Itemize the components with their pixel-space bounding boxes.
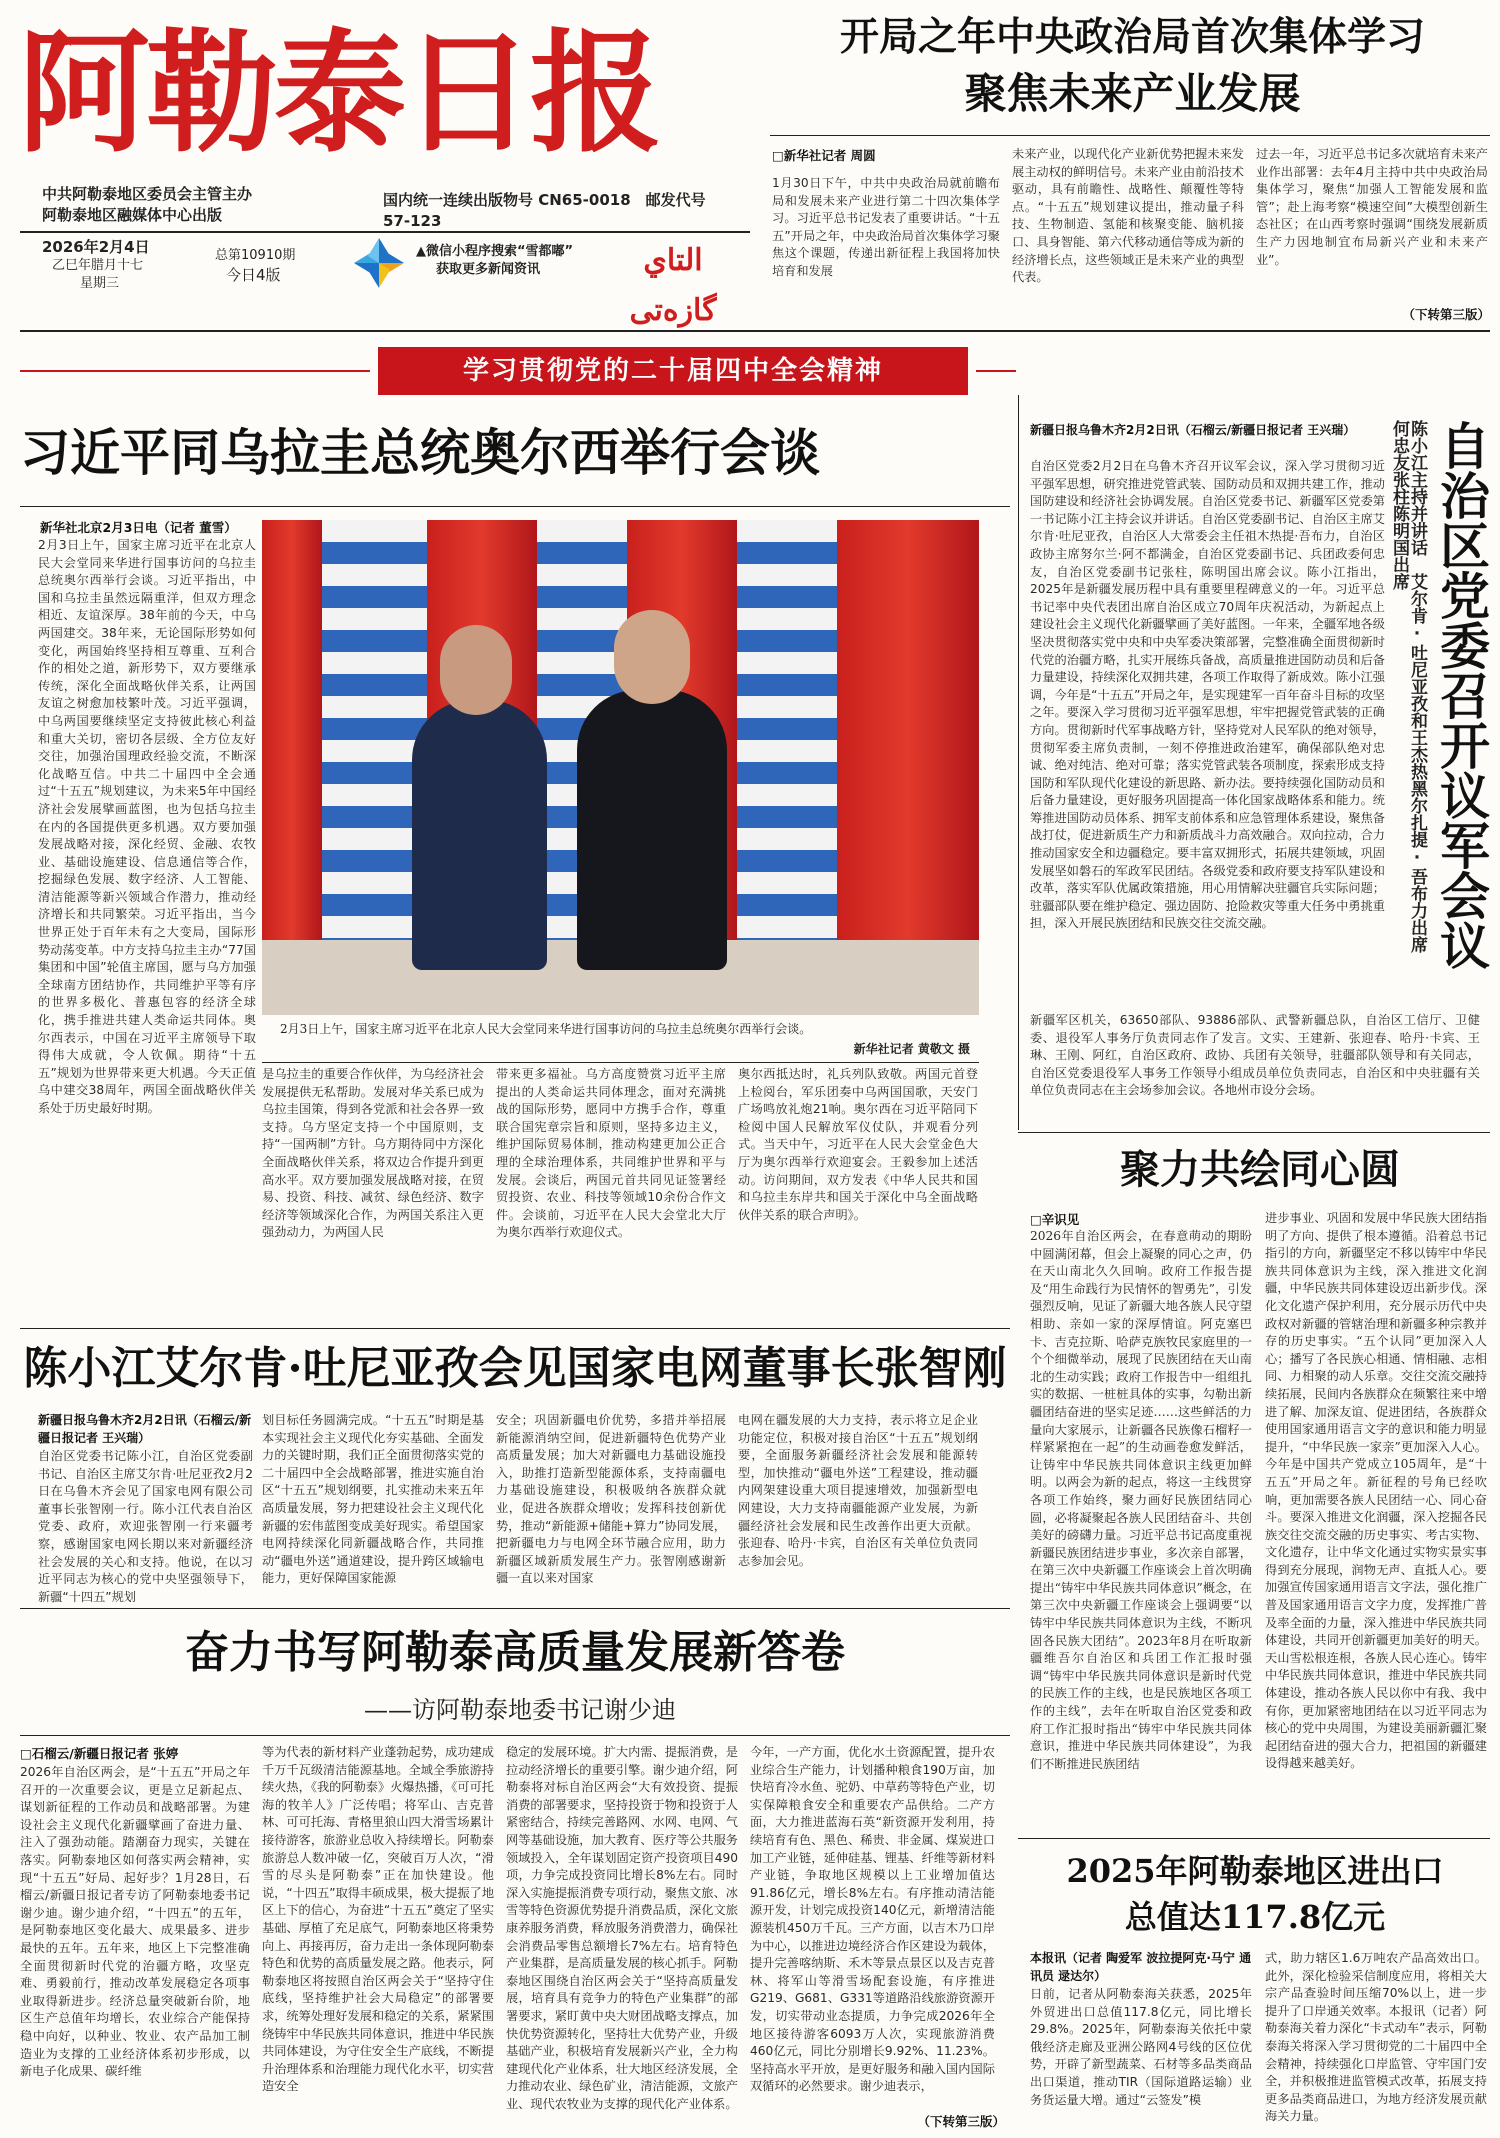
unity-headline: 聚力共绘同心圆: [1120, 1146, 1400, 1193]
xi-col-left: 2月3日上午，国家主席习近平在北京人民大会堂同来华进行国事访问的乌拉圭总统奥尔西举行会谈。习近平指出，中国和乌拉圭虽然远隔重洋，但双方理念相近、友谊深厚。38年前的今天，中乌两国建交。38年来，无论国际形势如何变化，两国始终坚持相互尊重、互利合作的相处之道，新形势下，双方要继承传统，深化全面战略伙伴关系，让两国友谊之树愈加枝繁叶茂。习近平强调，中乌两国要继续坚定支持彼此核心利益和重大关切，密切各层级、全方位友好交往，加强治国理政经验交流，不断深化战略互信。中共二十届四中全会通过“十五五”规划建议，为未来5年中国经济社会发展擘画蓝图，也为包括乌拉圭在内的各国提供更多机遇。双方要加强发展战略对接，深化经贸、金融、农牧业、基础设施建设、信息通信等合作，挖掘绿色发展、数字经济、人工智能、清洁能源等新兴领域合作潜力，推动经济增长和共同繁荣。习近平指出，当今世界正处于百年未有之大变局，国际形势动荡变革。中方支持乌拉圭主办“77国集团和中国”轮值主席国，愿与乌方加强全球南方团结协作，共同维护平等有序的世界多极化、普惠包容的经济全球化，携手推进共建人类命运共同体。奥尔西表示，中国在习近平主席领导下取得伟大成就，令人钦佩。期待“十五五”规划为世界带来更大机遇。今天正值乌中建交38周年，两国全面战略伙伴关系处于历史最好时期。: [38, 538, 256, 1115]
xi-divider: [20, 506, 1010, 507]
chen-col-4: 电网在疆发展的大力支持，表示将立足企业功能定位，积极对接自治区“十五五”规划纲要，全面服务新疆经济社会发展和能源转型，加快推动“疆电外送”工程建设，推动疆内网架建设重大项目提速增效，加强新型电网建设，大力支持南疆能源产业发展，为新疆经济社会发展和民生改善作出更大贡献。张迎春、哈丹·卡宾，自治区有关单位负责同志参加会见。: [738, 1413, 978, 1568]
party-dateline: 新疆日报乌鲁木齐2月2日讯（石榴云/新疆日报记者 王兴瑞）: [1030, 423, 1356, 437]
banner-rule-left: [20, 370, 370, 372]
chen-divider: [20, 1328, 1010, 1329]
xi-col-3: 带来更多福祉。乌方高度赞赏习近平主席提出的人类命运共同体理念，面对充满挑战的国际形势，愿同中方携手合作，尊重联合国宪章宗旨和原则，坚持多边主义，维护国际贸易体制，推动构建更加公正合理的全球治理体系，共同维护世界和平与发展。会谈后，两国元首共同见证签署经贸投资、农业、科技等领域10余份合作文件。会谈前，习近平在人民大会堂北大厅为奥尔西举行欢迎仪式。: [496, 1067, 726, 1240]
unity-divider: [1018, 1132, 1490, 1133]
lead-byline: □新华社记者 周圆: [772, 148, 876, 163]
struggle-col-3: 稳定的发展环境。扩大内需、提振消费，是拉动经济增长的重要引擎。谢少迪介绍，阿勒泰将对标自治区两会“大有效投资、提振消费的部署要求，坚持投资于物和投资于人紧密结合，持续完善路网、水网、电网、气网等基础设施，加大教育、医疗等公共服务领域投入，全年谋划固定资产投资项目490项，力争完成投资同比增长8%左右。同时深入实施提振消费专项行动，聚焦文旅、冰雪等特色资源优势提升消费品质，深化文旅康养服务消费，释放服务消费潜力，确保社会消费品零售总额增长7%左右。培育特色产业集群，是高质量发展的核心抓手。阿勒泰地区围绕自治区两会关于“坚持高质量发展，培育具有竞争力的特色产业集群”的部署要求，紧盯黄中央大财团战略支撑点，加快优势资源转化，坚持壮大优势产业，升级基础产业，积极培育发展新兴产业，全力构建现代化产业体系，壮大地区经济发展，全力推动农业、绿色矿业，清洁能源，文旅产业、现代农牧业为支撑的现代化产业体系。: [506, 1745, 738, 2111]
photo-caption: 2月3日上午，国家主席习近平在北京人民大会堂同来华进行国事访问的乌拉圭总统奥尔西举行会谈。: [280, 1022, 812, 1036]
lead-col-3: 过去一年，习近平总书记多次就培育未来产业作出部署：去年4月主持中共中央政治局集体学习，聚焦“加强人工智能发展和监管”；赴上海考察“模速空间”大模型创新生态社区；在山西考察时强调“围绕发展新质生产力因地制宜布局新兴产业和未来产业”。: [1256, 147, 1488, 267]
photo-bilateral-meeting: [262, 520, 979, 1015]
trade-divider: [1018, 1838, 1490, 1839]
struggle-col-4: 今年，一产方面，优化水土资源配置，提升农业综合生产能力，计划播种粮食190万亩，加快培育冷水鱼、驼奶、中草药等特色产业，切实保障粮食安全和重要农产品供给。二产方面，大力推进蓝海石英“新资源开发利用，持续培育有色、黑色、稀贵、非金属、煤炭进口加工产业链，延伸硅基、锂基、纤维等新材料产业链，争取地区规模以上工业增加值达91.86亿元，增长8%左右。有序推动清洁能源开发，计划完成投资140亿元，新增清洁能源装机450万千瓦。三产方面，以吉木乃口岸为中心，以推进边境经济合作区建设为载体，提升完善喀纳斯、禾木等景点景区以及吉克普林、将军山等滑雪场配套设施，有序推进G219、G681、G331等道路沿线旅游资源开发，切实带动业态提质，力争完成2026年全地区接待游客6093万人次，实现旅游消费460亿元，同比分别增长9.92%、11.23%。坚持高水平开放，是更好服务和融入国内国际双循环的必然要求。谢少迪表示，: [750, 1745, 995, 2094]
party-col-1: 自治区党委2月2日在乌鲁木齐召开议军会议，深入学习贯彻习近平强军思想，研究推进党管武装、国防动员和双拥共建工作，推动国防建设和经济社会协调发展。自治区党委书记、新疆军区党委第一书记陈小江主持会议并讲话。自治区党委副书记、自治区主席艾尔肯·吐尼亚孜，自治区人大常委会主任祖木热提·吾布力，自治区政协主席努尔兰·阿不都满金，自治区党委副书记、兵团政委何忠友，自治区党委副书记张柱，陈明国出席会议。陈小江指出，2025年是新疆发展历程中具有重要里程碑意义的一年。习近平总书记率中央代表团出席自治区成立70周年庆祝活动，为新起点上建设社会主义现代化新疆擘画了美好蓝图。一年来，全疆军地各级坚决贯彻落实党中央和中央军委决策部署，完整准确全面贯彻新时代党的治疆方略，扎实开展练兵备战，高质量推进国防动员和后备力量建设，持续深化双拥共建，各项工作取得了新成效。陈小江强调，今年是“十五五”开局之年，是实现建军一百年奋斗目标的攻坚之年。要深入学习贯彻习近平强军思想，牢牢把握党管武装的正确方向。贯彻新时代军事战略方针，坚持党对人民军队的绝对领导，贯彻军委主席负责制，一刻不停推进政治建军，确保部队绝对忠诚、绝对纯洁、绝对可靠；落实党管武装各项制度，探索形成支持国防和军队现代化建设的新思路、新办法。要持续强化国防动员和后备力量建设，更好服务巩固提高一体化国家战略体系和能力。统筹推进国防动员体系、拥军支前体系和应急管理体系建设，聚焦备战打仗，促进新质生产力和新质战斗力高效融合。双向拉动，合力推动国家安全和边疆稳定。要丰富双拥形式，拓展共建领域，巩固发展坚如磐石的军政军民团结。各级党委和政府要支持军队建设和改革，落实军队优属政策措施，用心用情解决驻疆官兵实际问题；驻疆部队要在维护稳定、强边固防、抢险救灾等重大任务中勇挑重担，深入开展民族团结和民族交往交流交融。: [1030, 459, 1385, 931]
trade-dateline: 本报讯（记者 陶爱军 波拉提阿克·马宁 通讯员 逯达尔）: [1030, 1951, 1252, 1983]
chen-dateline: 新疆日报乌鲁木齐2月2日讯（石榴云/新疆日报记者 王兴瑞）: [38, 1413, 252, 1445]
lead-continued: （下转第三版）: [1402, 307, 1490, 322]
newspaper-masthead-logo: 阿勒泰日报: [18, 16, 658, 171]
unity-col-1: 2026年自治区两会，在春意萌动的期盼中圆满闭幕，但会上凝聚的同心之声，仍在天山南北久久回响。政府工作报告提及“用生命践行为民情怀的智勇先”，引发强烈反响，见证了新疆大地各族人民守望相助、亲如一家的深厚情谊。阿克塞巴卡、吉克拉斯、哈萨克族牧民家庭里的一个个细微举动，展现了民族团结在天山南北的生动实践；政府工作报告中一组组扎实的数据、一桩桩具体的实事，勾勒出新疆团结奋进的坚实足迹……这些鲜活的力量向大家展示，让新疆各民族像石榴籽一样紧紧抱在一起”的生动画卷愈发鲜活，让铸牢中华民族共同体意识主线更加鲜明。以两会为新的起点，将这一主线贯穿各项工作始终，聚力画好民族团结同心圆，必将凝聚起各族人民团结奋斗、共创美好的磅礴力量。习近平总书记高度重视新疆民族团结进步事业，多次亲自部署，在第三次中央新疆工作座谈会上首次明确提出“铸牢中华民族共同体意识”概念，在第三次中央新疆工作座谈会上强调要“以铸牢中华民族共同体意识为主线，不断巩固各民族大团结”。2023年8月在听取新疆维吾尔自治区和兵团工作汇报时强调“铸牢中华民族共同体意识是新时代党的民族工作的主线，也是民族地区各项工作的主线”，去年在听取自治区党委和政府工作汇报时指出“铸牢中华民族共同体意识，推进中华民族共同体建设”，为我们不断推进民族团结: [1030, 1229, 1252, 1771]
struggle-col-1: 2026年自治区两会，是“十五五”开局之年召开的一次重要会议，更是立足新起点、谋划新征程的工作动员和战略部署。为建设社会主义现代化新疆擘画了奋进力量、注入了强劲动能。踏潮奋力现实，关键在落实。阿勒泰地区如何落实两会精神，实现“十五五”好局、起好步？1月28日，石榴云/新疆日报记者专访了阿勒泰地委书记谢少迪。谢少迪介绍，“十四五”的五年，是阿勒泰地区变化最大、成果最多、进步最快的五年。五年来，地区上下完整准确全面贯彻新时代党的治疆方略，攻坚克难、勇毅前行，推动改革发展稳定各项事业取得新进步。经济总量突破新台阶，地区生产总值年均增长，农业综合产能保持稳中向好，以种业、牧业、农产品加工制造业为支撑的工业经济体系初步形成，以新电子化成果、碳纤维: [20, 1765, 250, 2079]
org-line-1: 中共阿勒泰地区委员会主管主办: [42, 185, 253, 203]
right-column-divider: [1018, 395, 1019, 1130]
lead-divider: [770, 135, 1490, 136]
unity-byline: □辛识见: [1030, 1212, 1080, 1227]
xi-dateline: 新华社北京2月3日电（记者 董雪）: [40, 520, 237, 535]
party-col-2: 新疆军区机关，63650部队、93886部队、武警新疆总队，自治区工信厅、卫健委、退役军人事务厅负责同志作了发言。文实、王建新、张迎春、哈丹·卡宾、王琳、王刚、阿红，自治区政府、政协、兵团有关领导，驻疆部队领导和有关同志，自治区党委退役军人事务工作领导小组成员单位负责同志，自治区和中央驻疆有关单位负责同志在主会场参加会议。各地州市设分会场。: [1030, 1013, 1480, 1098]
xi-headline: 习近平同乌拉圭总统奥尔西举行会谈: [20, 424, 820, 482]
section-divider: [20, 330, 1490, 332]
weekday: 星期三: [80, 276, 120, 291]
photo-credit: 新华社记者 黄敬文 摄: [853, 1042, 970, 1056]
struggle-subhead: ——访阿勒泰地委书记谢少迪: [364, 1696, 676, 1724]
struggle-subdivider: [20, 1735, 1010, 1736]
struggle-divider: [20, 1608, 1010, 1609]
party-subhead: 陈小江主持并讲话 艾尔肯·吐尼亚孜和王杰热黑尔扎提·吾布力出席 何忠友张柱陈明国出席: [1389, 420, 1427, 970]
issue-date: 2026年2月4日: [42, 238, 150, 256]
lunar-date: 乙巳年腊月十七: [52, 258, 144, 273]
lead-headline-1: 开局之年中央政治局首次集体学习: [839, 15, 1425, 60]
trade-col-1: 日前，记者从阿勒泰海关获悉，2025年外贸进出口总值117.8亿元，同比增长29.8%。2025年，阿勒泰海关依托中蒙俄经济走廊及亚洲公路网4号线的区位优势，开辟了新型蔬菜、石材等多品类商品出口渠道，推动TIR（国际道路运输）业务货运量大增。通过“云签发”模: [1030, 1987, 1252, 2107]
lead-headline-2: 聚焦未来产业发展: [964, 69, 1301, 118]
chen-headline: 陈小江艾尔肯·吐尼亚孜会见国家电网董事长张智刚: [23, 1343, 1007, 1394]
lead-col-2: 未来产业，以现代化产业新优势把握未来发展主动权的鲜明信号。未来产业由前沿技术驱动，具有前瞻性、战略性、颠覆性等特点。“十五五”规划建议提出，推动量子科技、生物制造、氢能和核聚变能、脑机接口、具身智能、第六代移动通信等成为新的经济增长点，这些领域正是未来产业的典型代表。: [1012, 147, 1244, 285]
masthead-divider: [20, 231, 750, 233]
edition-count: 今日4版: [226, 266, 281, 284]
trade-headline-1: 2025年阿勒泰地区进出口: [1066, 1852, 1444, 1890]
chen-col-2: 划目标任务圆满完成。“十五五”时期是基本实现社会主义现代化夯实基础、全面发力的关键时期，我们正全面贯彻落实党的二十届四中全会战略部署，推进实施自治区“十五五”规划纲要，扎实推动未来五年高质量发展，努力把建设社会主义现代化新疆的宏伟蓝图变成美好现实。希望国家电网持续深化同新疆战略合作，共同推动“疆电外送”通道建设，提升跨区域输电能力，更好保障国家能源: [262, 1413, 484, 1586]
party-headline: 自治区党委召开议军会议: [1432, 420, 1490, 970]
wechat-hint-2: 获取更多新闻资讯: [436, 262, 541, 277]
chen-col-1: 自治区党委书记陈小江，自治区党委副书记、自治区主席艾尔肯·吐尼亚孜2月2日在乌鲁木齐会见了国家电网有限公司董事长张智刚一行。陈小江代表自治区党委、政府，欢迎张智刚一行来疆考察，感谢国家电网长期以来对新疆经济社会发展的关心和支持。他说，在以习近平同志为核心的党中央坚强领导下，新疆“十四五”规划: [38, 1449, 253, 1604]
unity-col-2: 进步事业、巩固和发展中华民族大团结指明了方向、提供了根本遵循。沿着总书记指引的方向，新疆坚定不移以铸牢中华民族共同体意识为主线，深入推进文化润疆，中华民族共同体建设迈出新步伐。深化文化遗产保护利用，充分展示历代中央政权对新疆的管辖治理和新疆多种宗教并存的历史事实。“五个认同”更加深入人心；播写了各民族心相通、情相融、志相同、力相聚的动人乐章。交往交流交融持续拓展，民间内各族群众在频繁往来中增进了解、加深友谊、促进团结，各族群众使用国家通用语言文字的意识和能力明显提升，“中华民族一家亲”更加深入人心。今年是中国共产党成立105周年，是“十五五”开局之年。新征程的号角已经吹响，更加需要各族人民团结一心、同心奋斗。要深入推进文化润疆，深入挖掘各民族交往交流交融的历史事实、考古实物、文化遗存，让中华文化通过实物实景实事得到充分展现，润物无声、直抵人心。要加强宣传国家通用语言文字法，强化推广普及国家通用语言文字力度，发挥推广普及率全面的力量，深入推进中华民族共同体建设，共同开创新疆更加美好的明天。天山雪松根连根，各族人民心连心。铸牢中华民族共同体意识，推进中华民族共同体建设，推动各族人民以你中有我、我中有你，更加紧密地团结在以习近平同志为核心的党中央周围，为建设美丽新疆汇聚起团结奋进的强大合力，把祖国的新疆建设得越来越美好。: [1265, 1211, 1487, 1771]
topic-banner: 学习贯彻党的二十届四中全会精神: [378, 347, 968, 395]
trade-col-2: 式，助力辖区1.6万吨农产品高效出口。此外，深化检验采信制度应用，将相关大宗产品查验时间压缩70%以上，进一步提升了口岸通关效率。本报讯（记者）阿勒泰海关着力深化“卡式动车”表示，阿勒泰海关将深入学习贯彻党的二十届四中全会精神，持续强化口岸监管、守牢国门安全，并积极推进监管模式改革，拓展支持更多品类商品进口，为地方经济发展贡献海关力量。: [1265, 1951, 1487, 2124]
xi-col-2: 是乌拉圭的重要合作伙伴，为乌经济社会发展提供无私帮助。发展对华关系已成为乌拉圭国策，得到各党派和社会各界一致支持。乌方坚定支持一个中国原则，支持“一国两制”方针。乌方期待同中方深化全面战略伙伴关系，将双边合作提升到更高水平。双方要加强发展战略对接，在贸易、投资、科技、减贫、绿色经济、数字经济等领域深化合作，为两国关系注入更强劲动力，为两国人民: [262, 1067, 484, 1240]
wechat-hint: ▲微信小程序搜索“雪都嘟”: [416, 244, 574, 259]
chen-col-3: 安全；巩固新疆电价优势，多措并举招展新能源消纳空间，促进新疆特色优势产业高质量发展；加大对新疆电力基础设施投入，助推打造新型能源体系，支持南疆电力基础设施建设，积极吸纳各族群众就业，促进各族群众增收；发挥科技创新优势，推动“新能源+储能+算力”协同发展，把新疆电力与电网全环节融合应用，助力新疆区域新质发展生产力。张智刚感谢新疆一直以来对国家: [496, 1413, 726, 1586]
app-logo-icon: [350, 234, 408, 292]
xi-col-4: 奥尔西抵达时，礼兵列队致敬。两国元首登上检阅台，军乐团奏中乌两国国歌，天安门广场鸣放礼炮21响。奥尔西在习近平陪同下检阅中国人民解放军仪仗队，并观看分列式。当天中午，习近平在人民大会堂金色大厅为奥尔西举行欢迎宴会。王毅参加上述活动。访问期间，双方发表《中华人民共和国和乌拉圭东岸共和国关于深化中乌全面战略伙伴关系的联合声明》。: [738, 1067, 978, 1222]
lead-col-1: 1月30日下午，中共中央政治局就前瞻布局和发展未来产业进行第二十四次集体学习。习近平总书记发表了重要讲话。“十五五”开局之年，中央政治局首次集体学习聚焦这个课题，传递出新征程上我国将加快培育和发展: [772, 176, 1000, 278]
struggle-headline: 奋力书写阿勒泰高质量发展新答卷: [185, 1627, 845, 1678]
publication-number: 国内统一连续出版物号 CN65-0018 邮发代号 57-123: [383, 191, 706, 230]
struggle-col-2: 等为代表的新材料产业蓬勃起势，成功建成千万千瓦级清洁能源基地。全域全季旅游持续火热，《我的阿勒泰》火爆热播，《可可托海的牧羊人》广泛传唱；将军山、吉克普林、可可托海、青格里狼山四大滑雪场累计接待游客，旅游业总收入持续增长。阿勒泰旅游总人数冲破一亿，突破百万人次，“滑雪的尽头是阿勒泰”正在加快建设。他说，“十四五”取得丰硕成果，极大提振了地区上下的信心，为奋进“十五五”奠定了坚实基础、厚植了充足底气，阿勒泰地区将秉势向上、再接再厉，奋力走出一条体现阿勒泰特色和优势的高质量发展之路。他表示，阿勒泰地区将按照自治区两会关于“坚持守住底线，坚持维护社会大局稳定”的部署要求，统筹处理好发展和稳定的关系，紧紧围绕铸牢中华民族共同体意识，推进中华民族共同体建设，为守住安全生产底线，不断提升治理体系和治理能力现代化水平，切实营造安全: [262, 1745, 495, 2094]
struggle-byline: □石榴云/新疆日报记者 张婷: [20, 1746, 179, 1761]
org-line-2: 阿勒泰地区融媒体中心出版: [42, 206, 223, 224]
trade-headline-2: 总值达117.8亿元: [1124, 1898, 1386, 1936]
struggle-continued: （下转第三版）: [917, 2114, 1005, 2129]
issue-total: 总第10910期: [215, 248, 296, 263]
photo-divider: [262, 1062, 979, 1063]
kazakh-title: التاي گازەتى: [629, 243, 717, 328]
banner-rule-right: [976, 370, 1016, 372]
